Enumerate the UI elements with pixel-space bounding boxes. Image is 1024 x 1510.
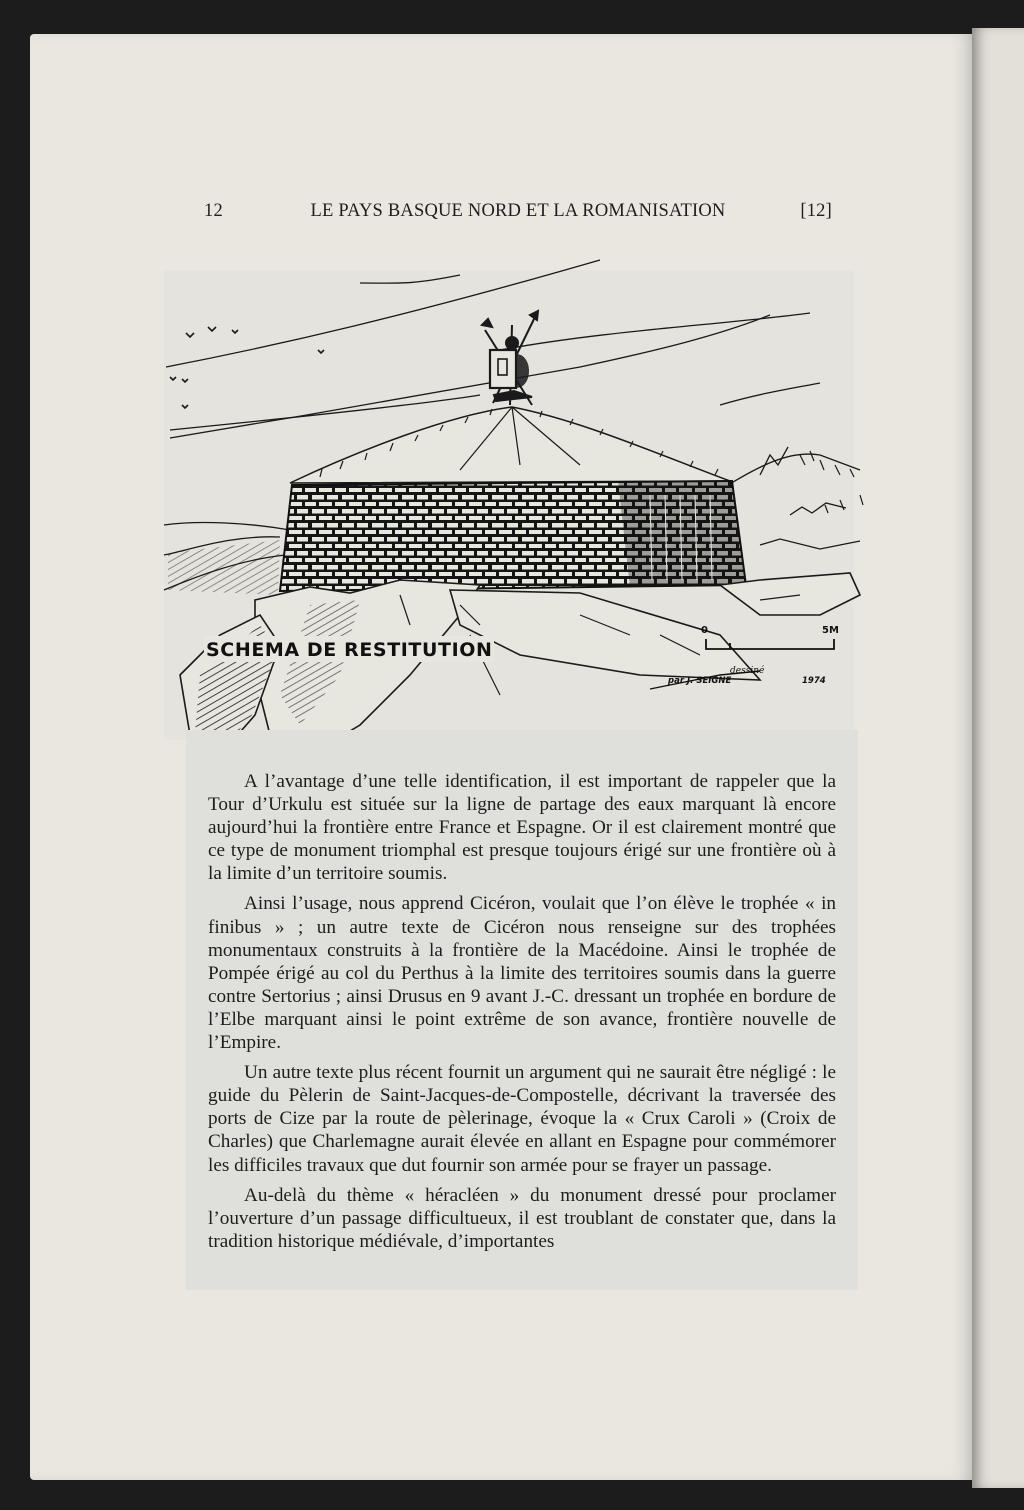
birds [170, 327, 324, 408]
paragraph: Au-delà du thème « héracléen » du monument dressé pour proclamer l’ouverture d’un passage difficultueux, il est troublant de constater que, dans la tradition historique médiévale, d’importantes [208, 1184, 836, 1252]
credit-drawn: dessiné [730, 666, 765, 676]
running-title: LE PAYS BASQUE NORD ET LA ROMANISATION [310, 201, 726, 221]
paragraph: Ainsi l’usage, nous apprend Cicéron, voulait que l’on élève le trophée « in finibus » ; un autre texte de Cicéron nous renseigne sur des trophées monumentaux construits à la frontière de la Macédoine. Ainsi le trophée de Pompée érigé au col du Perthus à la limite des territoires soumis dans la guerre contre Sertorius ; ainsi Drusus en 9 avant J.-C. dressant un trophée en bordure de l’Elbe marquant ainsi le point extrême de son avance, frontière nouvelle de l’Empire. [208, 893, 836, 1054]
scale-start-label: 0 [701, 625, 708, 636]
paragraph: A l’avantage d’une telle identification, il est important de rappeler que la Tour d’Urkulu est située sur la ligne de partage des eaux marquant là encore aujourd’hui la frontière entre France et Espagne. Or il est clairement montré que ce type de monument triomphal est presque toujours érigé sur une frontière où à la limite d’un territoire soumis. [208, 771, 836, 885]
bracket-page-number: [12] [800, 201, 832, 221]
page-number: 12 [204, 201, 223, 221]
mountains-right [720, 447, 860, 549]
credit-artist: par J. SEIGNE [668, 676, 732, 686]
facing-page-edge [972, 28, 1024, 1488]
mountain-hatching [800, 451, 863, 513]
paragraph: Un autre texte plus récent fournit un argument qui ne saurait être négligé : le guide du Pèlerin de Saint-Jacques-de-Compostelle, décrivant la traversée des ports de Cize par la route de pèlerinage, évoque la « Crux Caroli » (Croix de Charles) que Charlemagne aurait élevée en allant en Espagne pour commémorer les difficiles travaux que dut fournir son armée pour se frayer un passage. [208, 1062, 836, 1176]
body-text [208, 770, 836, 1260]
foreground-rocks [180, 573, 860, 755]
scale-end-label: 5M [822, 625, 839, 636]
trophy [482, 311, 538, 405]
running-header [204, 201, 832, 231]
illustration-caption: SCHEMA DE RESTITUTION [206, 639, 493, 661]
earth-mound [290, 407, 730, 483]
credit-year: 1974 [802, 676, 826, 686]
tower-illustration [160, 255, 872, 755]
